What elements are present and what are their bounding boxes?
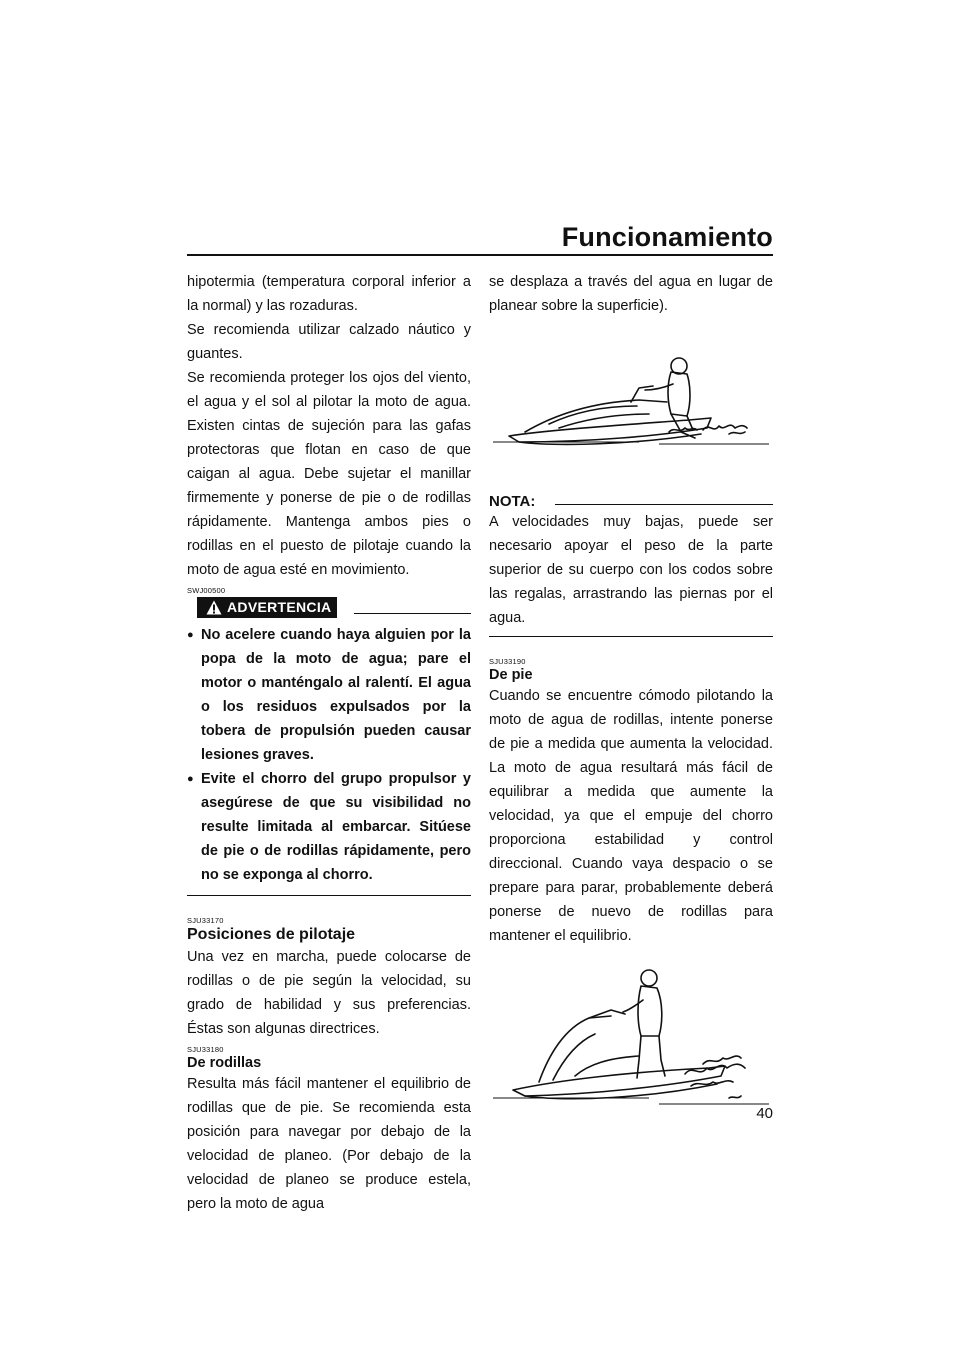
intro-paragraph-2: Se recomienda utilizar calzado náutico y guantes. (187, 322, 471, 362)
standing-rider-illustration (489, 964, 773, 1124)
warning-code: SWJ00500 (187, 586, 226, 595)
left-column (187, 270, 471, 1216)
note-header-rule (555, 504, 773, 505)
warning-header-rule (354, 613, 471, 614)
page-number: 40 (756, 1105, 773, 1122)
warning-label: ADVERTENCIA (227, 599, 332, 615)
kneeling-rider-illustration (489, 332, 773, 482)
kneeling-continuation: se desplaza a través del agua en lugar de planear sobre la superficie). (489, 274, 773, 314)
intro-paragraph-3: Se recomienda proteger los ojos del viento, el agua y el sol al pilotar la moto de agua. Existen cintas de sujeción para las gafas protectoras que flotan en caso de que caigan al agua. Debe sujetar el manillar firmemente y ponerse de pie o de rodillas rápidamente. Mantenga ambos pies o rodillas en el puesto de pilotaje cuando la moto de agua esté en movimiento. (187, 370, 471, 578)
kneeling-title: De rodillas (187, 1055, 262, 1071)
warning-list (187, 623, 471, 887)
warning-triangle-icon (206, 600, 222, 615)
standing-code: SJU33190 (489, 657, 526, 666)
kneeling-text: Resulta más fácil mantener el equilibrio de rodillas que de pie. Se recomienda esta posición para navegar por debajo de la velocidad de planeo. (Por debajo de la velocidad de planeo se produce estela, pero la moto de agua (187, 1076, 471, 1212)
warning-item: ● Evite el chorro del grupo propulsor y asegúrese de que su visibilidad no resulte limitada al embarcar. Sitúese de pie o de rodillas rápidamente, pero no se exponga al chorro. (187, 767, 471, 887)
kneeling-code: SJU33180 (187, 1045, 224, 1054)
section-text: Una vez en marcha, puede colocarse de rodillas o de pie según la velocidad, su grado de habilidad y sus preferencias. Éstas son algunas directrices. (187, 949, 471, 1037)
section-code: SJU33170 (187, 916, 224, 925)
note-bottom-rule (489, 636, 773, 637)
note-text: A velocidades muy bajas, puede ser necesario apoyar el peso de la parte superior de su cuerpo con los codos sobre las regalas, arrastrando las piernas por el agua. (489, 514, 773, 626)
section-title: Posiciones de pilotaje (187, 926, 356, 943)
right-column (489, 270, 773, 1124)
warning-header (187, 595, 471, 619)
note-label: NOTA: (489, 493, 536, 510)
standing-title: De pie (489, 667, 533, 683)
note-header (489, 488, 773, 510)
bullet-icon: ● (187, 773, 194, 785)
warning-badge (197, 597, 337, 618)
header-rule (187, 254, 773, 256)
warning-bottom-rule (187, 895, 471, 896)
intro-paragraph-1: hipotermia (temperatura corporal inferior a la normal) y las rozaduras. (187, 274, 471, 314)
page-header-title: Funcionamiento (561, 222, 773, 252)
bullet-icon: ● (187, 629, 194, 641)
warning-item: ● No acelere cuando haya alguien por la popa de la moto de agua; pare el motor o manténgalo al ralentí. El agua o los residuos expulsados por la tobera de propulsión pueden causar lesiones graves. (187, 623, 471, 767)
standing-text: Cuando se encuentre cómodo pilotando la moto de agua de rodillas, intente ponerse de pie a medida que aumenta la velocidad. La moto de agua resultará más fácil de equilibrar a medida que aumente la velocidad, ya que el empuje del chorro proporciona estabilidad y control direccional. Cuando vaya despacio o se prepare para parar, probablemente deberá ponerse de nuevo de rodillas para mantener el equilibrio. (489, 688, 773, 944)
